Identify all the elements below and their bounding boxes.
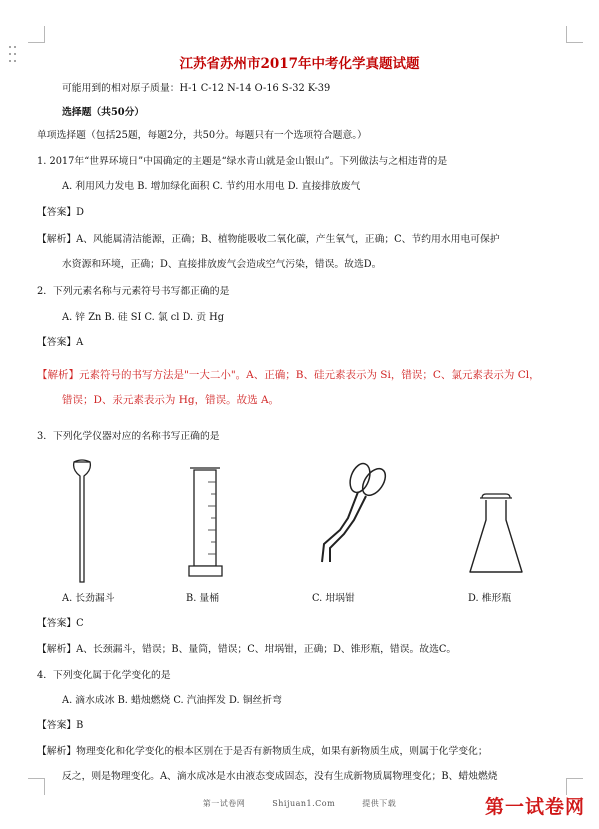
graduated-cylinder-icon: [186, 458, 230, 583]
question-3-answer: 【答案】C: [37, 618, 84, 629]
footer-download: 提供下载: [362, 799, 397, 808]
long-neck-funnel-icon: [62, 458, 102, 583]
question-3-option-d: D. 椎形瓶: [468, 593, 512, 604]
instructions: 单项选择题（包括25题，每题2分，共50分。每题只有一个选项符合题意。）: [37, 130, 367, 141]
page-corner-bottom-left: [28, 778, 45, 795]
question-4-analysis-line-2: 反之，则是物理变化。A、滴水成冰是水由液态变成固态，没有生成新物质属物理变化；B、蜡烛燃烧: [62, 771, 498, 782]
page-corner-top-left: [28, 26, 45, 43]
question-4-options: A. 滴水成冰 B. 蜡烛燃烧 C. 汽油挥发 D. 铜丝折弯: [62, 695, 282, 706]
question-4-stem: 4．下列变化属于化学变化的是: [37, 670, 171, 681]
question-3-option-b: B. 量桶: [186, 593, 220, 604]
section-heading: 选择题（共50分）: [62, 107, 145, 118]
question-4-answer: 【答案】B: [37, 720, 84, 731]
question-1-options: A. 利用风力发电 B. 增加绿化面积 C. 节约用水用电 D. 直接排放废气: [62, 181, 361, 192]
footer-site-name[interactable]: 第一试卷网: [202, 799, 246, 808]
question-2-answer: 【答案】A: [37, 337, 84, 348]
site-logo: 第一试卷网: [484, 796, 585, 818]
question-2-analysis-line-2: 错误；D、汞元素表示为 Hg，错误。故选 A。: [62, 394, 280, 406]
question-1-analysis-line-1: 【解析】A、风能属清洁能源，正确；B、植物能吸收二氧化碳，产生氧气，正确；C、节约用水用电可保护: [37, 234, 500, 245]
question-1-answer: 【答案】D: [37, 207, 85, 218]
question-3-stem: 3．下列化学仪器对应的名称书写正确的是: [37, 431, 220, 442]
question-3-option-a: A. 长劲漏斗: [62, 593, 115, 604]
question-1-stem: 1. 2017年“世界环境日”中国确定的主题是“绿水青山就是金山银山”。下列做法与之相违背的是: [37, 156, 448, 167]
atomic-masses: 可能用到的相对原子质量：H-1 C-12 N-14 O-16 S-32 K-39: [62, 83, 331, 94]
conical-flask-icon: [466, 458, 526, 578]
question-4-analysis-line-1: 【解析】物理变化和化学变化的根本区别在于是否有新物质生成，如果有新物质生成，则属于化学变化；: [37, 746, 488, 757]
question-2-stem: 2．下列元素名称与元素符号书写都正确的是: [37, 286, 230, 297]
page-corner-top-right: [566, 26, 583, 43]
question-3-analysis: 【解析】A、长颈漏斗，错误；B、量筒，错误；C、坩埚钳，正确；D、锥形瓶，错误。故选C。: [37, 644, 457, 655]
footer-domain[interactable]: Shijuan1.Com: [272, 799, 336, 808]
question-1-analysis-line-2: 水资源和环境，正确；D、直接排放废气会造成空气污染，错误。故选D。: [62, 259, 382, 270]
question-2-analysis-line-1: 【解析】元素符号的书写方法是"一大二小"。A、正确；B、硅元素表示为 Si，错误；C、氯元素表示为 Cl，: [37, 369, 540, 381]
question-2-options: A. 锌 Zn B. 硅 SI C. 氯 cl D. 贡 Hg: [62, 312, 224, 323]
crucible-tongs-icon: [314, 458, 390, 568]
question-3-option-c: C. 坩埚钳: [312, 593, 355, 604]
page-title: 江苏省苏州市2017年中考化学真题试题: [179, 56, 420, 72]
